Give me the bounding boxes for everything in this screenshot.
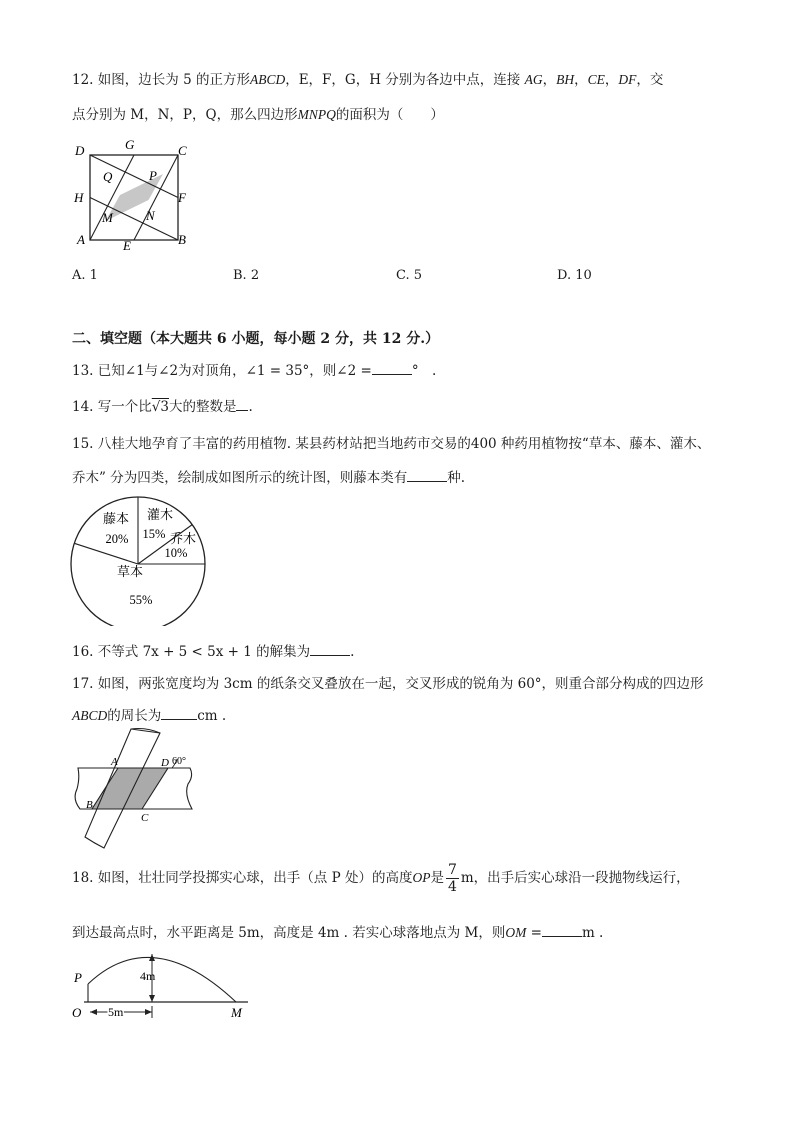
label-A: A — [77, 232, 85, 247]
q13: 13. 已知∠1与∠2为对顶角，∠1 = 35°，则∠2 = ° . — [72, 363, 437, 379]
q14: 14. 写一个比√3大的整数是 . — [72, 399, 253, 415]
q16: 16. 不等式 7x + 5 < 5x + 1 的解集为 . — [72, 644, 355, 660]
pie-value-1: 20% — [105, 532, 129, 546]
label-E: E — [123, 238, 131, 252]
q18-blank[interactable] — [542, 936, 582, 937]
label-P: P — [74, 970, 82, 985]
label-D: D — [75, 143, 85, 158]
label-C: C — [178, 143, 187, 158]
pie-chart — [68, 496, 218, 626]
q12-line1: 12. 如图，边长为 5 的正方形ABCD，E，F，G，H 分别为各边中点，连接 AG，BH，CE，DF，交 — [72, 72, 664, 88]
pie-label-1: 藤本 — [102, 511, 130, 526]
label-C: C — [141, 812, 149, 824]
q17-paper-strips-figure — [68, 725, 202, 850]
height-label: 4m — [140, 969, 156, 983]
q18-line2: 到达最高点时，水平距离是 5m，高度是 4m . 若实心球落地点为 M，则OM = m . — [72, 925, 604, 941]
label-A: A — [111, 756, 118, 768]
choice-a[interactable]: A. 1 — [72, 268, 98, 283]
pie-label-3: 乔木 — [169, 531, 197, 546]
q18-line1: 18. 如图，壮壮同学投掷实心球，出手（点 P 处）的高度OP是 $\frac{7}{4}$ m，出手后实心球沿一段抛物线运行， — [72, 862, 690, 895]
label-N: N — [146, 208, 155, 223]
pie-value-0: 55% — [129, 593, 153, 607]
q15-line2: 乔木” 分为四类，绘制成如图所示的统计图，则藤本类有 种. — [72, 470, 465, 486]
section-title: 二、填空题（本大题共 6 小题，每小题 2 分，共 12 分.） — [72, 331, 440, 347]
q15-line1: 15. 八桂大地孕育了丰富的药用植物. 某县药材站把当地药市交易的400 种药用植物按“草本、藤本、灌木、 — [72, 436, 711, 452]
label-O: O — [72, 1005, 82, 1020]
pie-value-3: 10% — [164, 546, 188, 560]
q14-blank[interactable] — [236, 410, 248, 411]
q15-blank[interactable] — [407, 481, 447, 482]
pie-value-2: 15% — [142, 527, 166, 541]
choice-c[interactable]: C. 5 — [396, 268, 423, 283]
q12-square-figure — [70, 136, 200, 252]
q13-blank[interactable] — [372, 374, 412, 375]
pie-label-0: 草本 — [116, 564, 144, 579]
label-F: F — [178, 190, 186, 205]
label-Q: Q — [103, 169, 113, 184]
choice-b[interactable]: B. 2 — [233, 268, 260, 283]
pie-label-2: 灌木 — [146, 507, 174, 522]
label-H: H — [74, 190, 84, 205]
choice-d[interactable]: D. 10 — [557, 268, 592, 283]
label-P: P — [149, 168, 157, 183]
distance-label: 5m — [108, 1005, 124, 1019]
label-M: M — [231, 1005, 242, 1020]
q17-line1: 17. 如图，两张宽度均为 3cm 的纸条交叉叠放在一起，交叉形成的锐角为 60°，则重合部分构成的四边形 — [72, 676, 704, 692]
fraction-7-4: $\frac{7}{4}$ — [447, 862, 457, 895]
angle-label: 60° — [172, 756, 186, 767]
label-B: B — [178, 232, 186, 247]
q16-blank[interactable] — [310, 655, 350, 656]
label-B: B — [86, 799, 93, 811]
q12-line2: 点分别为 M，N，P，Q，那么四边形MNPQ的面积为（ ） — [72, 107, 444, 123]
q17-line2: ABCD的周长为 cm . — [72, 708, 227, 724]
q18-parabola-figure — [68, 944, 252, 1024]
q17-blank[interactable] — [161, 719, 197, 720]
label-G: G — [125, 137, 135, 152]
label-M: M — [102, 210, 113, 225]
label-D: D — [161, 757, 169, 769]
